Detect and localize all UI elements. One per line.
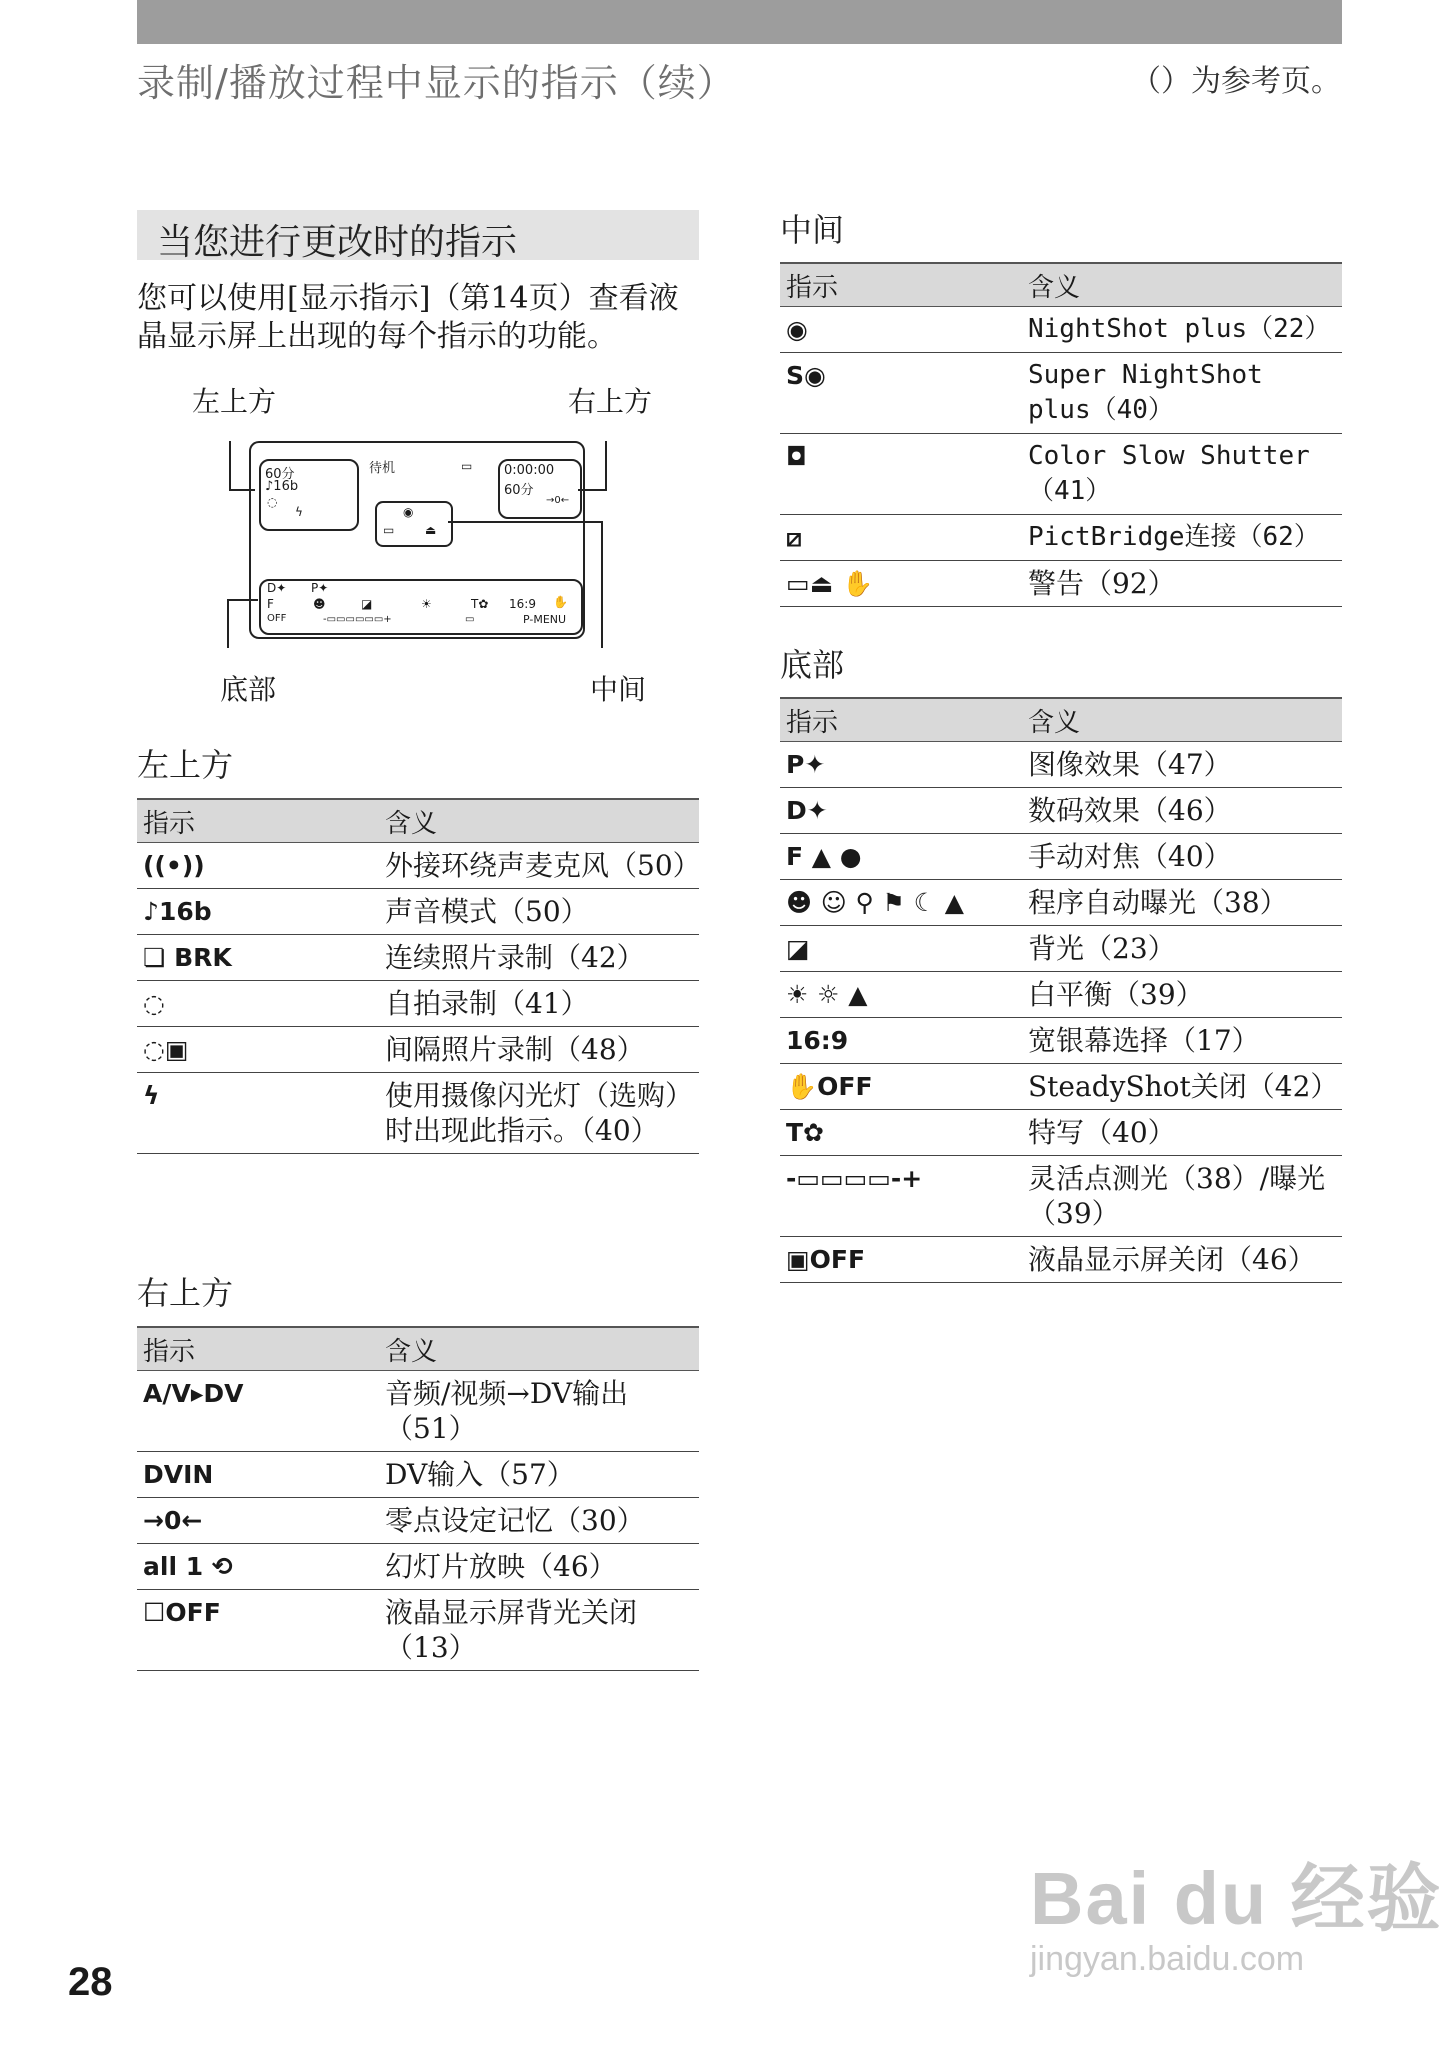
- table-row: [780, 972, 1342, 1018]
- table-row: [137, 843, 699, 889]
- table-header-row: [137, 799, 699, 843]
- indicator-meaning: DV输入（57）: [379, 1452, 699, 1498]
- eject-icon: ⏏: [425, 523, 437, 537]
- p-menu-button: P-MENU: [523, 613, 567, 626]
- indicator-icon: ◌▣: [137, 1027, 379, 1073]
- section-title: 当您进行更改时的指示: [157, 222, 518, 263]
- indicator-icon: all 1 ⟲: [137, 1544, 379, 1590]
- table-row: [780, 561, 1342, 607]
- column-header-meaning: 含义: [379, 1327, 699, 1371]
- indicator-meaning: 白平衡（39）: [1022, 972, 1342, 1018]
- indicator-icon: 16:9: [780, 1018, 1022, 1064]
- label-middle: 中间: [590, 673, 647, 706]
- digital-effect-icon: D✦: [267, 581, 287, 595]
- standby-status: 待机: [369, 461, 396, 476]
- column-header-meaning: 含义: [379, 799, 699, 843]
- table-row: [137, 1498, 699, 1544]
- indicator-meaning: 程序自动曝光（38）: [1022, 880, 1342, 926]
- indicator-meaning: 特写（40）: [1022, 1110, 1342, 1156]
- indicator-icon: ✋OFF: [780, 1064, 1022, 1110]
- screen-top-left-area: [259, 459, 359, 531]
- indicator-icon: T✿: [780, 1110, 1022, 1156]
- sp-mode-icon: ▭: [461, 459, 473, 473]
- intro-paragraph: 您可以使用[显示指示]（第14页）查看液晶显示屏上出现的每个指示的功能。: [137, 281, 679, 354]
- indicator-icon: ϟ: [137, 1073, 379, 1154]
- self-timer-icon: ◌: [267, 495, 278, 509]
- lcd-off-indicator: OFF: [267, 613, 287, 624]
- indicator-meaning: 声音模式（50）: [379, 889, 699, 935]
- table-row: [137, 1073, 699, 1154]
- backlight-icon: ◪: [361, 597, 373, 611]
- tape-menu-icon: ▭: [465, 614, 475, 625]
- spot-meter-bar: -▭▭▭▭▭▭+: [323, 614, 392, 625]
- indicator-meaning: 液晶显示屏关闭（46）: [1022, 1237, 1342, 1283]
- table-top-right: [137, 1326, 699, 1671]
- table-row: [780, 434, 1342, 515]
- baidu-watermark: [1030, 1840, 1443, 1979]
- indicator-icon: ◘: [780, 434, 1022, 515]
- remaining-tape: 60分: [504, 483, 534, 498]
- indicator-meaning: PictBridge连接（62）: [1022, 515, 1342, 561]
- indicator-icon: F ▲ ●: [780, 834, 1022, 880]
- watermark-url: jingyan.baidu.com: [1030, 1940, 1305, 1978]
- indicator-meaning: 自拍录制（41）: [379, 981, 699, 1027]
- telemacro-icon: T✿: [471, 597, 489, 611]
- screen-bottom-area: [259, 579, 583, 635]
- indicator-meaning: 宽银幕选择（17）: [1022, 1018, 1342, 1064]
- table-header-row: [780, 263, 1342, 307]
- column-header-meaning: 含义: [1022, 263, 1342, 307]
- heading-middle: 中间: [780, 211, 845, 249]
- table-row: [780, 515, 1342, 561]
- column-header-meaning: 含义: [1022, 698, 1342, 742]
- time-counter: 0:00:00: [504, 463, 555, 478]
- indicator-icon: ◪: [780, 926, 1022, 972]
- indicator-icon: ◌: [137, 981, 379, 1027]
- indicator-meaning: 外接环绕声麦克风（50）: [379, 843, 699, 889]
- indicator-icon: ☐OFF: [137, 1590, 379, 1671]
- indicator-meaning: 连续照片录制（42）: [379, 935, 699, 981]
- wide-select-icon: 16:9: [509, 597, 536, 611]
- white-balance-icon: ☀: [421, 597, 432, 611]
- table-bottom: [780, 697, 1342, 1283]
- picture-effect-icon: P✦: [311, 581, 329, 595]
- table-row: [137, 1590, 699, 1671]
- table-row: [780, 880, 1342, 926]
- table-row: [780, 1110, 1342, 1156]
- indicator-meaning: Color Slow Shutter（41）: [1022, 434, 1342, 515]
- screen-top-right-area: [498, 459, 582, 519]
- program-ae-icon: ☻: [313, 597, 326, 611]
- table-row: [780, 353, 1342, 434]
- indicator-icon: ▣OFF: [780, 1237, 1022, 1283]
- indicator-meaning: 图像效果（47）: [1022, 742, 1342, 788]
- column-header-indicator: 指示: [137, 1327, 379, 1371]
- tape-icon: ▭: [383, 523, 395, 537]
- table-row: [137, 1544, 699, 1590]
- table-row: [780, 834, 1342, 880]
- indicator-icon: ☀ ☼ ▲: [780, 972, 1022, 1018]
- indicator-meaning: 音频/视频→DV输出（51）: [379, 1371, 699, 1452]
- indicator-icon: ♪16b: [137, 889, 379, 935]
- indicator-icon: P✦: [780, 742, 1022, 788]
- flash-icon: ϟ: [295, 505, 303, 519]
- focus-icon: F: [267, 597, 274, 611]
- indicator-icon: ▭⏏ ✋: [780, 561, 1022, 607]
- lcd-screen-diagram: [249, 441, 585, 639]
- label-bottom: 底部: [220, 673, 277, 706]
- table-row: [780, 1018, 1342, 1064]
- table-middle: [780, 262, 1342, 607]
- page-title: 录制/播放过程中显示的指示（续）: [137, 61, 736, 105]
- table-row: [780, 1237, 1342, 1283]
- table-header-row: [137, 1327, 699, 1371]
- table-row: [137, 1027, 699, 1073]
- indicator-meaning: 幻灯片放映（46）: [379, 1544, 699, 1590]
- table-row: [137, 1371, 699, 1452]
- reference-note: （）为参考页。: [1131, 64, 1341, 99]
- battery-indicator: 60分: [265, 467, 295, 482]
- column-header-indicator: 指示: [137, 799, 379, 843]
- heading-top-right: 右上方: [137, 1274, 234, 1312]
- table-row: [780, 307, 1342, 353]
- table-row: [137, 981, 699, 1027]
- table-row: [780, 742, 1342, 788]
- indicator-icon: ☻ ☺ ⚲ ⚑ ☾ ▲: [780, 880, 1022, 926]
- indicator-meaning: NightShot plus（22）: [1022, 307, 1342, 353]
- indicator-icon: S◉: [780, 353, 1022, 434]
- nightshot-icon: ◉: [403, 505, 414, 519]
- indicator-icon: ⧄: [780, 515, 1022, 561]
- table-row: [780, 1064, 1342, 1110]
- indicator-icon: →0←: [137, 1498, 379, 1544]
- zero-set-indicator: →0←: [546, 495, 570, 506]
- indicator-meaning: 间隔照片录制（48）: [379, 1027, 699, 1073]
- indicator-meaning: 背光（23）: [1022, 926, 1342, 972]
- indicator-meaning: 手动对焦（40）: [1022, 834, 1342, 880]
- page-number: 28: [68, 1960, 113, 2004]
- table-row: [137, 1452, 699, 1498]
- table-row: [137, 935, 699, 981]
- indicator-icon: -▭▭▭▭-+: [780, 1156, 1022, 1237]
- indicator-icon: D✦: [780, 788, 1022, 834]
- indicator-icon: ((•)): [137, 843, 379, 889]
- table-row: [780, 1156, 1342, 1237]
- indicator-meaning: 警告（92）: [1022, 561, 1342, 607]
- column-header-indicator: 指示: [780, 263, 1022, 307]
- label-top-right: 右上方: [568, 385, 653, 418]
- column-header-indicator: 指示: [780, 698, 1022, 742]
- table-row: [137, 889, 699, 935]
- indicator-meaning: 数码效果（46）: [1022, 788, 1342, 834]
- indicator-meaning: Super NightShot plus（40）: [1022, 353, 1342, 434]
- indicator-icon: A/V▸DV: [137, 1371, 379, 1452]
- indicator-meaning: 液晶显示屏背光关闭（13）: [379, 1590, 699, 1671]
- screen-middle-area: [375, 501, 453, 547]
- label-top-left: 左上方: [192, 385, 277, 418]
- indicator-icon: DVIN: [137, 1452, 379, 1498]
- indicator-meaning: 零点设定记忆（30）: [379, 1498, 699, 1544]
- indicator-meaning: 灵活点测光（38）/曝光（39）: [1022, 1156, 1342, 1237]
- table-row: [780, 926, 1342, 972]
- indicator-meaning: 使用摄像闪光灯（选购）时出现此指示。（40）: [379, 1073, 699, 1154]
- table-row: [780, 788, 1342, 834]
- heading-bottom: 底部: [780, 646, 845, 684]
- indicator-meaning: SteadyShot关闭（42）: [1022, 1064, 1342, 1110]
- audio-mode-indicator: ♪16b: [265, 479, 299, 494]
- heading-top-left: 左上方: [137, 746, 234, 784]
- table-top-left: [137, 798, 699, 1154]
- steadyshot-off-icon: ✋: [553, 595, 568, 609]
- indicator-icon: ◉: [780, 307, 1022, 353]
- indicator-icon: ❏ BRK: [137, 935, 379, 981]
- watermark-brand: Bai du 经验: [1030, 1857, 1443, 1940]
- table-header-row: [780, 698, 1342, 742]
